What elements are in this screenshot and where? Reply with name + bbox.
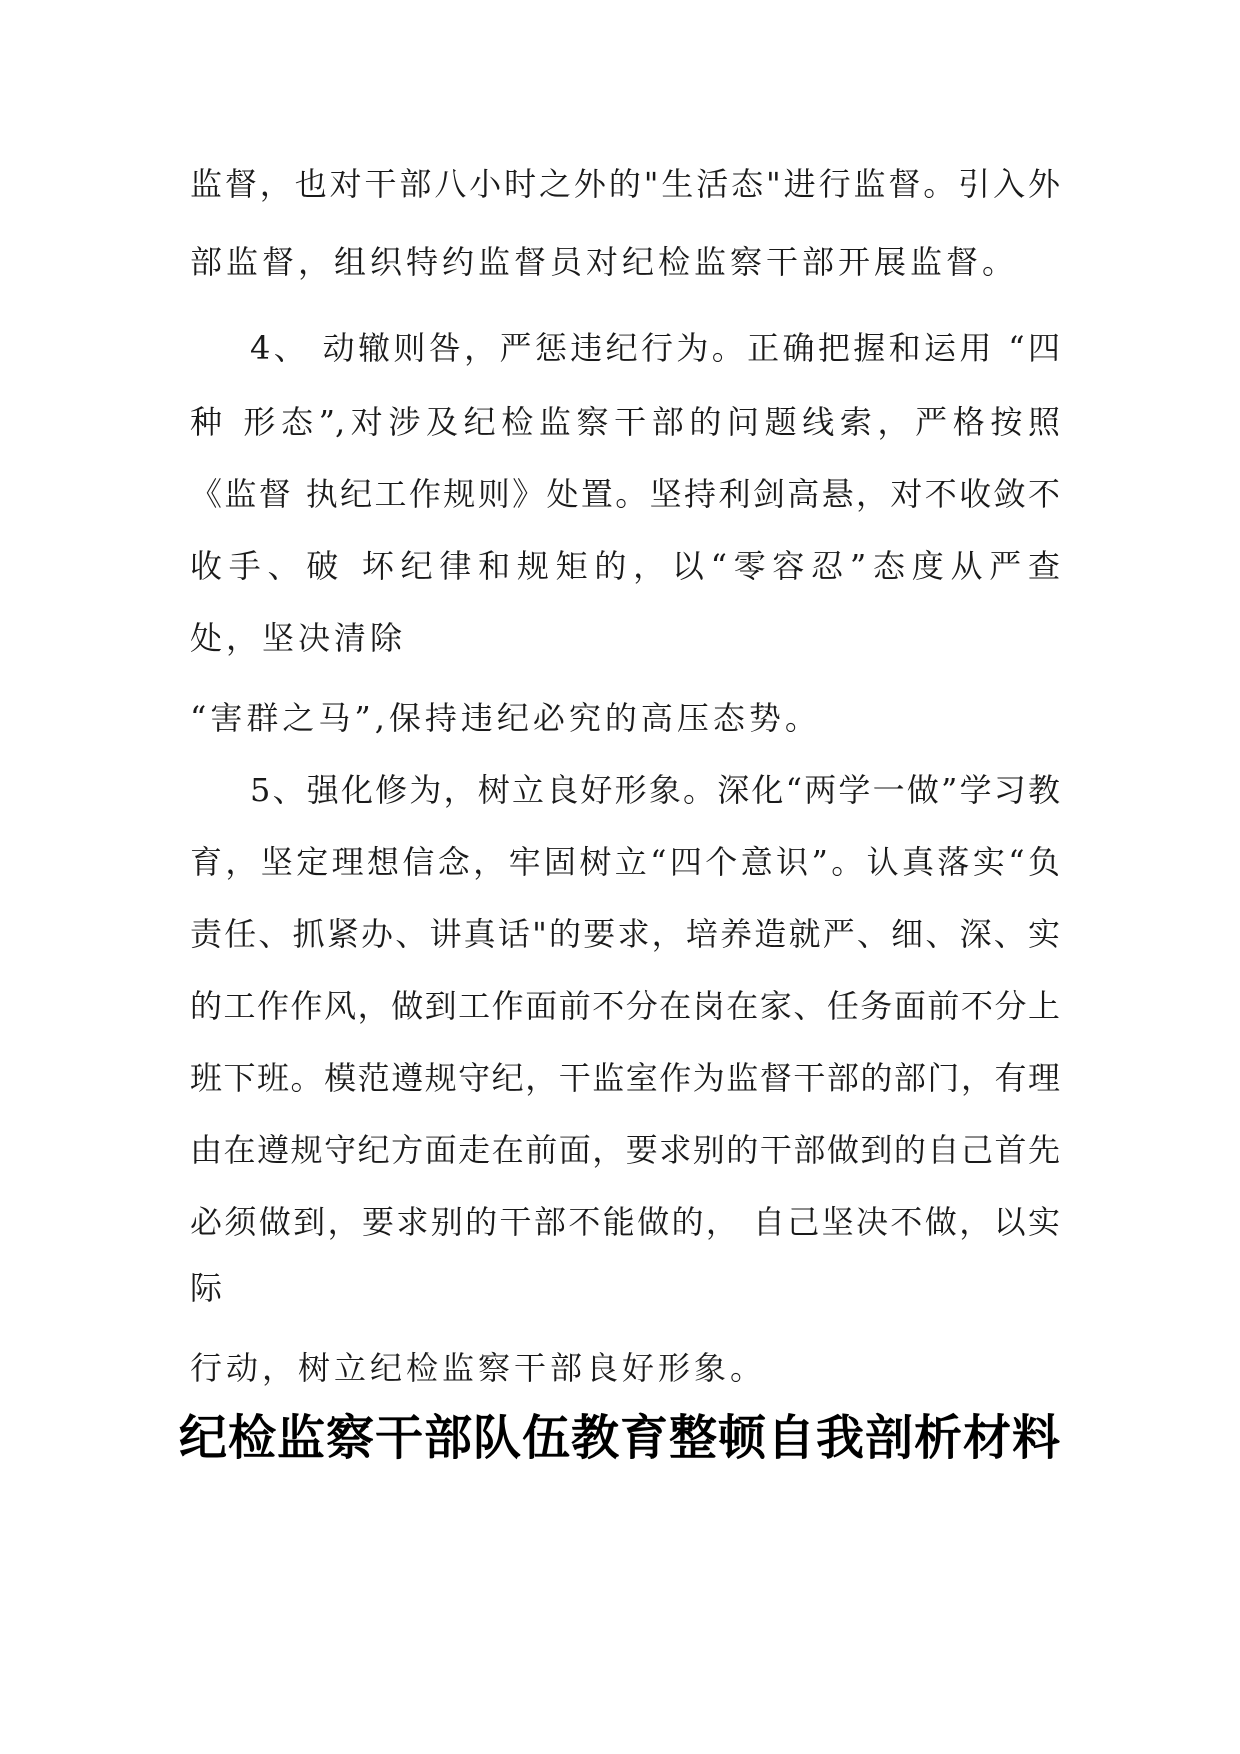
paragraph-4-first-line: 4、 动辙则咎，严惩违纪行为。正确把握和运用 “四	[250, 329, 1060, 367]
body-text-line: 处，坚决清除	[190, 619, 407, 657]
body-text-line: 种 形态”,对涉及纪检监察干部的问题线索，严格按照	[190, 403, 1060, 441]
body-text-line: “害群之马”,保持违纪必究的高压态势。	[190, 699, 821, 737]
body-text-line: 《监督 执纪工作规则》处置。坚持利剑高悬，对不收敛不	[190, 475, 1060, 513]
body-text-line: 责任、抓紧办、讲真话"的要求，培养造就严、细、深、实	[190, 915, 1060, 953]
body-text-line: 行动，树立纪检监察干部良好形象。	[190, 1349, 767, 1387]
body-text-line: 班下班。模范遵规守纪，干监室作为监督干部的部门，有理	[190, 1059, 1060, 1097]
paragraph-5-first-line: 5、强化修为，树立良好形象。深化“两学一做”学习教	[250, 771, 1060, 809]
body-text-line: 的工作作风，做到工作面前不分在岗在家、任务面前不分上	[190, 987, 1060, 1025]
body-text-line: 收手、破 坏纪律和规矩的，以“零容忍”态度从严查	[190, 547, 1060, 585]
body-text-line: 部监督，组织特约监督员对纪检监察干部开展监督。	[190, 243, 1019, 281]
body-text-line: 必须做到，要求别的干部不能做的， 自己坚决不做，以实	[190, 1203, 1060, 1241]
body-text-line: 育，坚定理想信念，牢固树立“四个意识”。认真落实“负	[190, 843, 1060, 881]
body-text-line: 际	[190, 1269, 227, 1307]
body-text-line: 由在遵规守纪方面走在前面，要求别的干部做到的自己首先	[190, 1131, 1060, 1169]
body-text-line: 监督，也对干部八小时之外的"生活态"进行监督。引入外	[190, 165, 1060, 203]
document-title: 纪检监察干部队伍教育整顿自我剖析材料	[178, 1410, 1061, 1466]
